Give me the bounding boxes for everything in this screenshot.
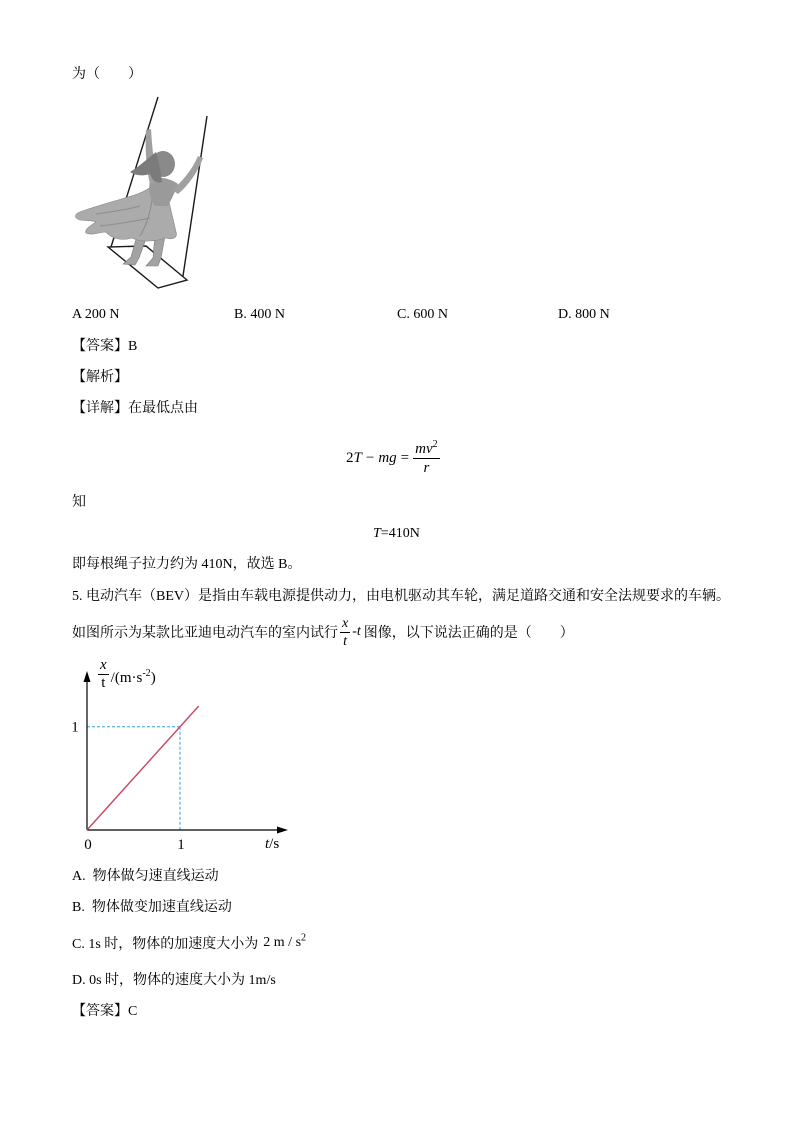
y-axis-label-denominator: t (101, 675, 106, 691)
q5-stem-prefix: 如图所示为某款比亚迪电动汽车的室内试行 (72, 626, 338, 641)
right-rope (183, 116, 207, 276)
q5-stem-line2 (72, 613, 574, 651)
girl-silhouette (76, 129, 204, 266)
q4-option-d: D. 800 N (558, 307, 610, 322)
equation-fraction (413, 440, 440, 477)
q5-stem-line1: 5. 电动汽车（BEV）是指由车载电源提供动力，由电机驱动其车轮，满足道路交通和安全法规要求的车辆。 (72, 589, 730, 604)
x-axis-label (265, 836, 279, 852)
q4-stem-tail: 为（ ） (72, 67, 142, 82)
swing-seat (108, 246, 187, 288)
y-axis-label-fraction (98, 657, 109, 692)
q4-analysis-heading: 【解析】 (72, 370, 128, 385)
series-line (87, 706, 199, 830)
equation-mg: mg (378, 449, 397, 466)
x-axis-label-unit: /s (269, 836, 280, 852)
x-axis-label-var: t (265, 836, 270, 852)
y-axis-arrow (84, 671, 91, 682)
x-axis-arrow (277, 827, 288, 834)
q4-result (373, 525, 420, 543)
y-axis-label-unit-main: /(m·s (110, 670, 143, 686)
y-axis-label-unit-close: ) (150, 670, 156, 686)
equation-equals: = (400, 449, 410, 466)
result-var: T (373, 526, 381, 541)
q5-option-d: D. 0s 时，物体的速度大小为 1m/s (72, 973, 276, 988)
xt-graph (60, 655, 300, 855)
tension-equation (346, 438, 440, 478)
y-axis-label-unit-sup: -2 (142, 668, 151, 679)
xt-graph-svg (60, 655, 300, 855)
q4-answer: 【答案】B (72, 339, 138, 354)
x-tick-label-0: 0 (84, 837, 92, 853)
q5-stem-fraction (340, 615, 350, 650)
q4-option-a: A 200 N (72, 307, 120, 322)
equation-numerator-sup: 2 (432, 438, 438, 450)
q5-stem-suffix: 图像，以下说法正确的是（ ） (363, 626, 574, 641)
y-tick-label-0: 1 (71, 719, 79, 736)
result-value: =410N (380, 526, 420, 541)
q5-stem-frac-den: t (343, 633, 348, 649)
q5-stem-var: -t (352, 624, 361, 639)
q4-option-b: B. 400 N (234, 307, 285, 322)
q5-answer: 【答案】C (72, 1004, 138, 1019)
q5-option-c-text: C. 1s 时，物体的加速度大小为 (72, 937, 259, 952)
q5-option-c (72, 932, 306, 954)
y-axis-label-unit (111, 662, 156, 687)
y-axis-label (98, 657, 156, 692)
equation-numerator (413, 440, 440, 459)
q4-conclusion: 即每根绳子拉力约为 410N，故选 B。 (72, 557, 302, 572)
q5-option-c-math-main: 2 m / s (263, 935, 302, 950)
equation-numerator-text: mv (415, 440, 433, 457)
equation-denominator: r (423, 459, 430, 476)
swing-illustration (70, 92, 215, 292)
q4-know: 知 (72, 495, 86, 510)
y-axis-label-numerator: x (100, 657, 107, 673)
equation-minus: − (365, 449, 375, 466)
q5-option-b: B. 物体做变加速直线运动 (72, 900, 232, 915)
q4-option-c: C. 600 N (397, 307, 448, 322)
q5-option-c-math (263, 932, 307, 951)
q5-option-c-math-sup: 2 (301, 932, 307, 944)
equation-coefficient: 2 (346, 449, 354, 466)
q4-detail-intro: 【详解】在最低点由 (72, 401, 198, 416)
equation-tension-var: T (353, 449, 362, 466)
q5-option-a: A. 物体做匀速直线运动 (72, 869, 219, 884)
q5-stem-frac-num: x (342, 615, 349, 631)
x-tick-label-1: 1 (177, 837, 185, 853)
